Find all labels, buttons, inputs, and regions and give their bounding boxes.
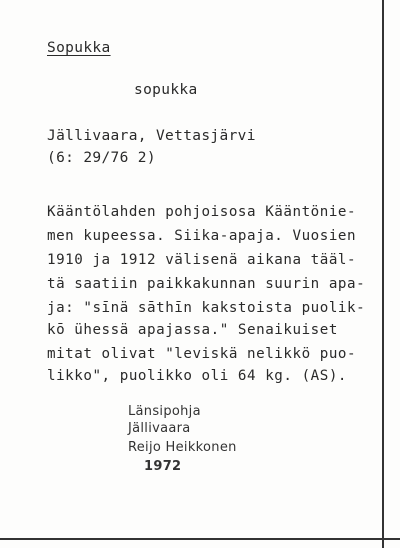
body-line: ja: "sīnä sāthīn kakstoista puolik-: [47, 300, 366, 316]
card-heading: Sopukka: [47, 40, 111, 56]
body-line: likko", puolikko oli 64 kg. (AS).: [47, 368, 348, 384]
card-right-edge: [382, 0, 384, 548]
body-line: mitat olivat "leviskä nelikkö puo-: [47, 346, 357, 362]
place-name: Jällivaara, Vettasjärvi: [47, 128, 256, 144]
body-line: tä saatiin paikkakunnan suurin apa-: [47, 276, 366, 292]
stamp-parish: Jällivaara: [128, 421, 191, 436]
stamp-year: 1972: [144, 459, 182, 474]
stamp-collector: Reijo Heikkonen: [128, 440, 237, 455]
stamp-region: Länsipohja: [128, 404, 201, 419]
body-line: kō ühessä apajassa." Senaikuiset: [47, 322, 338, 338]
body-line: Kääntölahden pohjoisosa Kääntönie-: [47, 204, 357, 220]
card-subheading: sopukka: [134, 82, 198, 98]
card-bottom-edge: [0, 538, 400, 540]
reference-code: (6: 29/76 2): [47, 150, 156, 166]
body-line: men kupeessa. Siika-apaja. Vuosien: [47, 228, 357, 244]
body-line: 1910 ja 1912 välisenä aikana tääl-: [47, 252, 357, 268]
